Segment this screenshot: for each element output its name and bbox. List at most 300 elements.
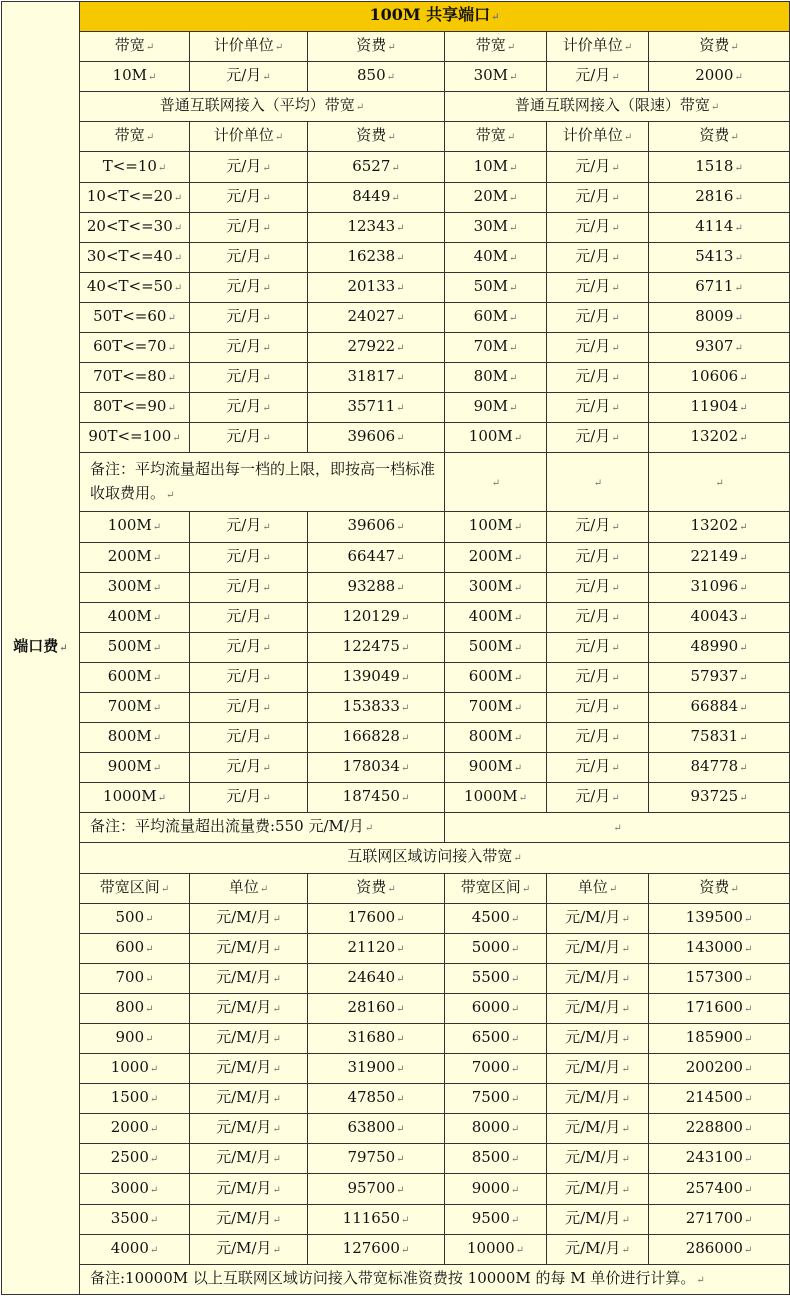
paragraph-mark-icon: ↵ [521, 883, 531, 895]
table-row [2, 542, 790, 572]
paragraph-mark-icon: ↵ [262, 373, 271, 385]
table-cell [649, 963, 790, 993]
table-cell [190, 602, 308, 632]
table-cell-text: 元/月 [226, 427, 262, 446]
table-cell [308, 32, 445, 62]
table-cell [547, 873, 649, 903]
table-row [2, 783, 790, 813]
table-row [2, 242, 790, 272]
table-cell-text: 30M [473, 216, 509, 235]
table-cell [445, 1054, 547, 1084]
table-cell [649, 723, 790, 753]
table-cell [80, 423, 190, 453]
paragraph-mark-icon: ↵ [262, 703, 271, 715]
paragraph-mark-icon: ↵ [509, 252, 518, 264]
table-cell [547, 632, 649, 662]
table-cell [445, 62, 547, 92]
table-cell-text: 185900 [685, 1028, 743, 1047]
paragraph-mark-icon: ↵ [396, 343, 405, 355]
table-cell [445, 1234, 547, 1264]
table-cell [190, 182, 308, 212]
table-cell [547, 662, 649, 692]
paragraph-mark-icon: ↵ [173, 222, 183, 234]
table-cell [80, 662, 190, 692]
paragraph-mark-icon: ↵ [513, 433, 523, 445]
table-cell-text: 带宽 [114, 36, 145, 55]
table-cell [190, 1084, 308, 1114]
section-title-text: 100M 共享端口 [369, 5, 491, 25]
paragraph-mark-icon: ↵ [510, 1124, 520, 1136]
paragraph-mark-icon: ↵ [515, 1244, 525, 1256]
paragraph-mark-icon: ↵ [396, 552, 405, 564]
table-cell-text: 48990 [690, 636, 739, 655]
paragraph-mark-icon: ↵ [621, 973, 630, 985]
paragraph-mark-icon: ↵ [513, 703, 523, 715]
table-cell-text: 元/月 [575, 66, 611, 85]
table-cell [190, 632, 308, 662]
paragraph-mark-icon: ↵ [739, 403, 748, 415]
table-cell [308, 662, 445, 692]
table-row [2, 572, 790, 602]
paragraph-mark-icon: ↵ [149, 1064, 159, 1076]
table-cell [649, 393, 790, 423]
table-cell-text: 900M [107, 757, 152, 776]
table-cell [80, 542, 190, 572]
table-cell-text: 计价单位 [213, 36, 274, 55]
table-cell [308, 122, 445, 152]
paragraph-mark-icon: ↵ [262, 733, 271, 745]
table-row [2, 933, 790, 963]
table-cell-text: 带宽 [475, 36, 506, 55]
table-cell-text: 元/月 [226, 306, 262, 325]
table-cell-text: 16238 [347, 246, 396, 265]
table-row [2, 1084, 790, 1114]
paragraph-mark-icon: ↵ [509, 373, 518, 385]
table-cell-text: 187450 [342, 787, 400, 806]
table-cell-text: 6500 [471, 1028, 510, 1047]
table-cell [80, 1084, 190, 1114]
table-cell [445, 542, 547, 572]
paragraph-mark-icon: ↵ [518, 793, 527, 805]
table-cell [80, 1204, 190, 1234]
paragraph-mark-icon: ↵ [145, 132, 155, 144]
table-cell-text: 90M [473, 397, 509, 416]
table-cell [190, 993, 308, 1023]
table-cell [649, 272, 790, 302]
table-cell [445, 272, 547, 302]
table-row [2, 512, 790, 542]
table-cell [445, 393, 547, 423]
paragraph-mark-icon: ↵ [743, 1064, 753, 1076]
paragraph-mark-icon: ↵ [743, 1003, 753, 1015]
table-cell-text: 30<T<=40 [86, 246, 173, 265]
table-cell [190, 572, 308, 602]
table-cell-text: 84778 [690, 757, 739, 776]
table-cell-text: 元/M/月 [565, 1028, 621, 1047]
paragraph-mark-icon: ↵ [513, 612, 523, 624]
table-cell-text: 2000 [695, 66, 734, 85]
paragraph-mark-icon: ↵ [510, 1094, 520, 1106]
paragraph-mark-icon: ↵ [145, 943, 154, 955]
table-cell [547, 692, 649, 722]
paragraph-mark-icon: ↵ [149, 1184, 159, 1196]
paragraph-mark-icon: ↵ [262, 162, 271, 174]
table-cell-text: 35711 [347, 397, 396, 416]
paragraph-mark-icon: ↵ [262, 222, 271, 234]
paragraph-mark-icon: ↵ [611, 642, 620, 654]
table-cell [547, 1054, 649, 1084]
table-cell-text: 31817 [347, 367, 396, 386]
table-cell [547, 903, 649, 933]
paragraph-mark-icon: ↵ [400, 733, 410, 745]
paragraph-mark-icon: ↵ [274, 42, 284, 54]
table-cell [547, 1084, 649, 1114]
table-cell-text: 10000 [466, 1238, 515, 1257]
paragraph-mark-icon: ↵ [396, 403, 405, 415]
table-row [2, 1144, 790, 1174]
table-cell [547, 423, 649, 453]
table-cell [445, 1204, 547, 1234]
table-cell-text: 66884 [690, 697, 739, 716]
paragraph-mark-icon: ↵ [400, 793, 410, 805]
table-cell [308, 363, 445, 393]
table-cell [445, 122, 547, 152]
paragraph-mark-icon: ↵ [510, 1214, 520, 1226]
table-cell [190, 272, 308, 302]
table-cell [445, 602, 547, 632]
table-row [2, 662, 790, 692]
table-cell-text: 计价单位 [213, 126, 274, 145]
table-cell-text: 4000 [110, 1238, 149, 1257]
table-cell [308, 1114, 445, 1144]
paragraph-mark-icon: ↵ [611, 672, 620, 684]
table-cell [80, 602, 190, 632]
table-cell [445, 1084, 547, 1114]
table-row [2, 1054, 790, 1084]
table-cell-text: 10M [112, 66, 148, 85]
paragraph-mark-icon: ↵ [513, 642, 523, 654]
paragraph-mark-icon: ↵ [272, 913, 281, 925]
table-cell [445, 723, 547, 753]
table-cell-text: 20133 [347, 276, 396, 295]
paragraph-mark-icon: ↵ [160, 883, 170, 895]
paragraph-mark-icon: ↵ [611, 763, 620, 775]
table-cell [445, 783, 547, 813]
table-cell-text: 9500 [471, 1208, 510, 1227]
paragraph-mark-icon: ↵ [152, 703, 162, 715]
table-cell [80, 212, 190, 242]
table-cell [547, 1114, 649, 1144]
table-cell [308, 423, 445, 453]
table-cell [547, 572, 649, 602]
table-cell-text: 计价单位 [562, 36, 623, 55]
paragraph-mark-icon: ↵ [272, 1124, 281, 1136]
empty-cell [445, 453, 547, 512]
table-cell-text: 300M [468, 576, 513, 595]
table-cell [547, 723, 649, 753]
table-cell [308, 1234, 445, 1264]
paragraph-mark-icon: ↵ [400, 1214, 410, 1226]
table-row [2, 723, 790, 753]
paragraph-mark-icon: ↵ [743, 1154, 753, 1166]
table-cell [547, 393, 649, 423]
paragraph-mark-icon: ↵ [739, 522, 748, 534]
table-cell-text: 元/月 [226, 337, 262, 356]
paragraph-mark-icon: ↵ [734, 343, 743, 355]
paragraph-mark-icon: ↵ [621, 1064, 630, 1076]
table-cell-text: 80T<=90 [93, 397, 167, 416]
paragraph-mark-icon: ↵ [396, 312, 405, 324]
table-cell-text: 资费 [699, 36, 730, 55]
table-cell [190, 1054, 308, 1084]
note-cell-text: 备注:10000M 以上互联网区域访问接入带宽标准资费按 10000M 的每 M 单价进行计算。 [90, 1268, 696, 1287]
paragraph-mark-icon: ↵ [149, 1154, 159, 1166]
section-title-left-text: 普通互联网接入（平均）带宽 [159, 96, 355, 115]
table-cell-text: 166828 [342, 727, 400, 746]
paragraph-mark-icon: ↵ [355, 102, 365, 114]
table-cell-text: 139500 [685, 907, 743, 926]
table-cell [80, 122, 190, 152]
table-cell [190, 512, 308, 542]
paragraph-mark-icon: ↵ [510, 1184, 520, 1196]
table-cell-text: 单位 [228, 877, 259, 896]
table-cell-text: 400M [107, 606, 152, 625]
table-cell [308, 1024, 445, 1054]
paragraph-mark-icon: ↵ [262, 252, 271, 264]
table-cell-text: 300M [107, 576, 152, 595]
paragraph-mark-icon: ↵ [513, 853, 522, 865]
table-cell-text: 元/月 [226, 697, 262, 716]
table-row [2, 692, 790, 722]
port-fee-table [1, 1, 790, 1295]
table-cell [547, 542, 649, 572]
table-cell-text: 700 [115, 967, 145, 986]
table-row [2, 272, 790, 302]
table-header-row [2, 32, 790, 62]
paragraph-mark-icon: ↵ [262, 192, 271, 204]
table-cell-text: 93288 [347, 576, 396, 595]
note-cell-text: 备注：平均流量超出流量费:550 元/M/月 [90, 817, 364, 836]
paragraph-mark-icon: ↵ [167, 373, 176, 385]
table-cell-text: 1000M [464, 787, 518, 806]
table-cell [547, 512, 649, 542]
table-cell-text: 75831 [690, 727, 739, 746]
paragraph-mark-icon: ↵ [272, 943, 281, 955]
table-cell-text: 20<T<=30 [86, 216, 173, 235]
table-cell [80, 1054, 190, 1084]
table-cell-text: 元/M/月 [216, 1208, 272, 1227]
table-cell [649, 333, 790, 363]
table-cell-text: 元/M/月 [565, 1238, 621, 1257]
paragraph-mark-icon: ↵ [739, 552, 748, 564]
table-cell [649, 1054, 790, 1084]
note-cell [80, 453, 445, 512]
paragraph-mark-icon: ↵ [506, 132, 516, 144]
table-cell-text: 资费 [356, 126, 387, 145]
table-cell-text: 178034 [342, 757, 400, 776]
table-cell-text: 60M [473, 306, 509, 325]
table-cell-text: 17600 [347, 907, 396, 926]
table-cell-text: 元/M/月 [565, 937, 621, 956]
table-cell [190, 933, 308, 963]
paragraph-mark-icon: ↵ [396, 582, 405, 594]
table-cell [547, 182, 649, 212]
table-cell-text: 元/M/月 [565, 1088, 621, 1107]
paragraph-mark-icon: ↵ [173, 192, 183, 204]
paragraph-mark-icon: ↵ [387, 42, 396, 54]
table-row [2, 993, 790, 1023]
table-cell [80, 1144, 190, 1174]
table-row [2, 1234, 790, 1264]
table-cell-text: 600M [107, 666, 152, 685]
table-cell-text: 1518 [695, 156, 734, 175]
table-row [2, 302, 790, 332]
table-cell [80, 302, 190, 332]
table-cell [190, 393, 308, 423]
table-cell-text: 500 [115, 907, 145, 926]
note-row [2, 453, 790, 512]
paragraph-mark-icon: ↵ [513, 763, 523, 775]
paragraph-mark-icon: ↵ [513, 582, 523, 594]
paragraph-mark-icon: ↵ [621, 913, 630, 925]
paragraph-mark-icon: ↵ [730, 883, 739, 895]
table-cell [445, 333, 547, 363]
table-cell-text: 50M [473, 276, 509, 295]
table-cell-text: 70M [473, 337, 509, 356]
table-cell [190, 542, 308, 572]
table-cell [308, 393, 445, 423]
paragraph-mark-icon: ↵ [262, 763, 271, 775]
table-cell [190, 753, 308, 783]
table-cell [547, 602, 649, 632]
table-row [2, 1174, 790, 1204]
table-cell [649, 62, 790, 92]
table-cell-text: 元/月 [226, 546, 262, 565]
table-cell-text: 24640 [347, 967, 396, 986]
table-cell-text: 元/月 [226, 636, 262, 655]
paragraph-mark-icon: ↵ [510, 943, 520, 955]
paragraph-mark-icon: ↵ [396, 973, 405, 985]
table-cell [80, 152, 190, 182]
table-cell-text: 元/月 [226, 576, 262, 595]
table-cell [80, 783, 190, 813]
paragraph-mark-icon: ↵ [152, 672, 162, 684]
paragraph-mark-icon: ↵ [513, 733, 523, 745]
paragraph-mark-icon: ↵ [400, 703, 410, 715]
table-row [2, 423, 790, 453]
table-cell-text: 元/M/月 [216, 907, 272, 926]
paragraph-mark-icon: ↵ [272, 1094, 281, 1106]
table-cell-text: 31900 [347, 1058, 396, 1077]
paragraph-mark-icon: ↵ [611, 793, 620, 805]
paragraph-mark-icon: ↵ [509, 162, 518, 174]
paragraph-mark-icon: ↵ [510, 1034, 520, 1046]
table-cell [308, 242, 445, 272]
paragraph-mark-icon: ↵ [145, 1034, 154, 1046]
table-cell-text: 1000M [103, 787, 157, 806]
table-cell-text: 600M [468, 666, 513, 685]
table-cell-text: 元/M/月 [565, 967, 621, 986]
table-cell [547, 1204, 649, 1234]
paragraph-mark-icon: ↵ [400, 672, 410, 684]
table-cell [445, 242, 547, 272]
table-cell [190, 723, 308, 753]
table-cell [649, 512, 790, 542]
table-cell-text: 元/月 [575, 516, 611, 535]
table-cell-text: 元/月 [226, 606, 262, 625]
paragraph-mark-icon: ↵ [145, 913, 154, 925]
section-title-right [445, 92, 790, 122]
table-cell [80, 933, 190, 963]
table-cell [190, 1114, 308, 1144]
paragraph-mark-icon: ↵ [157, 162, 167, 174]
table-cell-text: 60T<=70 [93, 337, 167, 356]
table-cell-text: 57937 [690, 666, 739, 685]
table-cell-text: 元/月 [575, 546, 611, 565]
paragraph-mark-icon: ↵ [611, 282, 620, 294]
table-cell-text: 40043 [690, 606, 739, 625]
table-cell-text: 200200 [685, 1058, 743, 1077]
paragraph-mark-icon: ↵ [730, 42, 739, 54]
section-title [80, 843, 790, 873]
paragraph-mark-icon: ↵ [152, 733, 162, 745]
table-cell-text: 27922 [347, 337, 396, 356]
table-cell [547, 1234, 649, 1264]
table-cell [547, 363, 649, 393]
paragraph-mark-icon: ↵ [262, 282, 271, 294]
paragraph-mark-icon: ↵ [611, 343, 620, 355]
table-cell [445, 212, 547, 242]
paragraph-mark-icon: ↵ [167, 403, 176, 415]
table-cell-text: 元/月 [575, 216, 611, 235]
table-cell-text: 100M [468, 516, 513, 535]
table-cell-text: 900 [115, 1028, 145, 1047]
table-cell [649, 302, 790, 332]
table-cell-text: 3500 [110, 1208, 149, 1227]
paragraph-mark-icon: ↵ [734, 282, 743, 294]
table-cell [445, 512, 547, 542]
table-cell [190, 302, 308, 332]
paragraph-mark-icon: ↵ [611, 703, 620, 715]
paragraph-mark-icon: ↵ [506, 42, 516, 54]
table-row [2, 632, 790, 662]
table-cell [190, 903, 308, 933]
table-cell-text: 元/M/月 [216, 1238, 272, 1257]
table-cell [80, 333, 190, 363]
table-cell [308, 572, 445, 602]
paragraph-mark-icon: ↵ [734, 192, 743, 204]
empty-cell [547, 453, 649, 512]
table-cell-text: 带宽 [114, 126, 145, 145]
paragraph-mark-icon: ↵ [274, 132, 284, 144]
table-cell [80, 572, 190, 602]
table-row [2, 212, 790, 242]
paragraph-mark-icon: ↵ [152, 763, 162, 775]
table-cell [547, 1024, 649, 1054]
regional-title-row [2, 843, 790, 873]
table-cell-text: 47850 [347, 1088, 396, 1107]
table-cell [190, 423, 308, 453]
paragraph-mark-icon: ↵ [730, 132, 739, 144]
paragraph-mark-icon: ↵ [611, 552, 620, 564]
table-cell [649, 1084, 790, 1114]
table-cell [190, 62, 308, 92]
table-cell [547, 1174, 649, 1204]
table-cell-text: 元/月 [575, 367, 611, 386]
table-cell-text: 122475 [342, 636, 400, 655]
table-cell [308, 963, 445, 993]
paragraph-mark-icon: ↵ [262, 343, 271, 355]
